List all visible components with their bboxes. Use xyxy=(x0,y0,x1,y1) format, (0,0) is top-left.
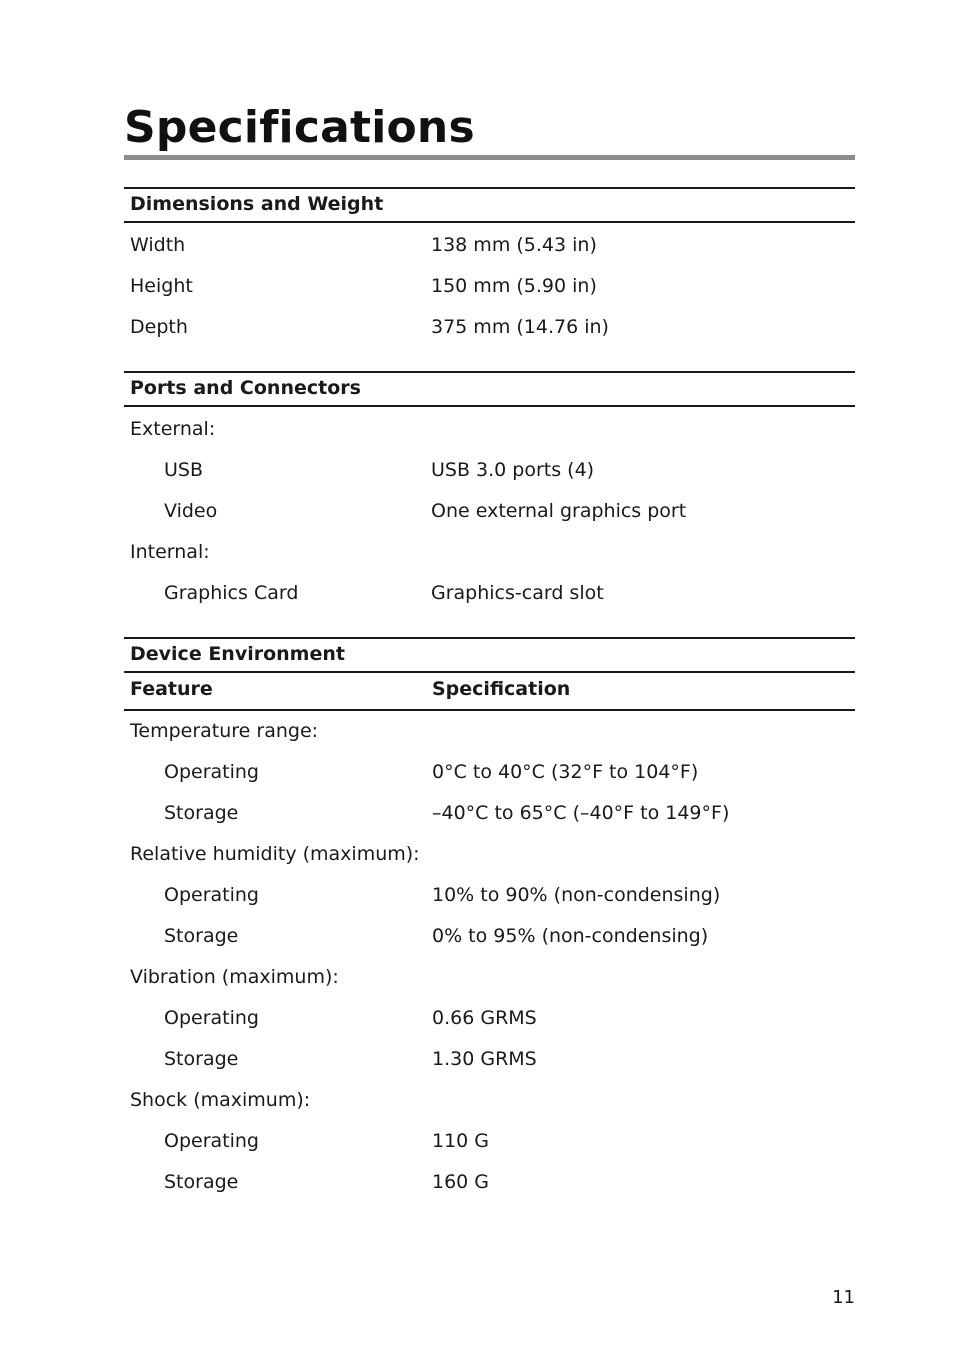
section-heading: Device Environment xyxy=(124,637,855,673)
row-value: 160 G xyxy=(432,1171,490,1193)
row-value: Graphics-card slot xyxy=(431,582,604,604)
table-row xyxy=(124,998,855,1039)
table-row xyxy=(124,1080,855,1121)
page-title: Specifications xyxy=(124,102,475,153)
row-value: 110 G xyxy=(432,1130,490,1152)
row-label: Storage xyxy=(164,925,239,947)
row-label: Video xyxy=(164,500,218,522)
column-header-feature: Feature xyxy=(130,678,213,700)
row-label: Operating xyxy=(164,884,259,906)
table-row xyxy=(124,225,855,266)
table-row xyxy=(124,266,855,307)
dimensions-rows xyxy=(124,223,855,348)
table-row xyxy=(124,834,855,875)
table-row xyxy=(124,532,855,573)
table-row xyxy=(124,1039,855,1080)
row-label: Temperature range: xyxy=(130,720,319,742)
row-label: Vibration (maximum): xyxy=(130,966,339,988)
dimensions-section xyxy=(124,187,855,348)
column-header-specification: Specification xyxy=(432,678,571,700)
table-row xyxy=(124,916,855,957)
row-label: Operating xyxy=(164,1007,259,1029)
row-label: Graphics Card xyxy=(164,582,299,604)
table-row xyxy=(124,1162,855,1203)
section-heading: Dimensions and Weight xyxy=(124,187,855,223)
row-label: Storage xyxy=(164,1171,239,1193)
row-label: Relative humidity (maximum): xyxy=(130,843,420,865)
environment-section xyxy=(124,637,855,1203)
row-value: 138 mm (5.43 in) xyxy=(431,234,597,256)
row-value: 150 mm (5.90 in) xyxy=(431,275,597,297)
row-label: Operating xyxy=(164,761,259,783)
ports-rows xyxy=(124,407,855,614)
row-label: Storage xyxy=(164,802,239,824)
table-row xyxy=(124,409,855,450)
row-label: Internal: xyxy=(130,541,210,563)
column-header-row xyxy=(124,673,855,711)
row-value: 375 mm (14.76 in) xyxy=(431,316,609,338)
section-heading: Ports and Connectors xyxy=(124,371,855,407)
row-value: –40°C to 65°C (–40°F to 149°F) xyxy=(432,802,730,824)
table-row xyxy=(124,957,855,998)
row-value: 1.30 GRMS xyxy=(432,1048,537,1070)
page-number: 11 xyxy=(832,1287,855,1308)
row-label: Operating xyxy=(164,1130,259,1152)
row-value: USB 3.0 ports (4) xyxy=(431,459,595,481)
row-value: 0°C to 40°C (32°F to 104°F) xyxy=(432,761,699,783)
row-label: Width xyxy=(130,234,186,256)
table-row xyxy=(124,1121,855,1162)
row-value: 0.66 GRMS xyxy=(432,1007,537,1029)
table-row xyxy=(124,573,855,614)
row-value: 0% to 95% (non-condensing) xyxy=(432,925,709,947)
table-row xyxy=(124,450,855,491)
table-row xyxy=(124,875,855,916)
row-label: USB xyxy=(164,459,204,481)
row-value: One external graphics port xyxy=(431,500,687,522)
title-rule xyxy=(124,155,855,160)
ports-section xyxy=(124,371,855,614)
table-row xyxy=(124,307,855,348)
row-value: 10% to 90% (non-condensing) xyxy=(432,884,721,906)
table-row xyxy=(124,793,855,834)
row-label: Height xyxy=(130,275,193,297)
row-label: External: xyxy=(130,418,216,440)
table-row xyxy=(124,491,855,532)
table-row xyxy=(124,752,855,793)
row-label: Depth xyxy=(130,316,188,338)
row-label: Shock (maximum): xyxy=(130,1089,311,1111)
environment-rows xyxy=(124,711,855,1203)
row-label: Storage xyxy=(164,1048,239,1070)
table-row xyxy=(124,711,855,752)
